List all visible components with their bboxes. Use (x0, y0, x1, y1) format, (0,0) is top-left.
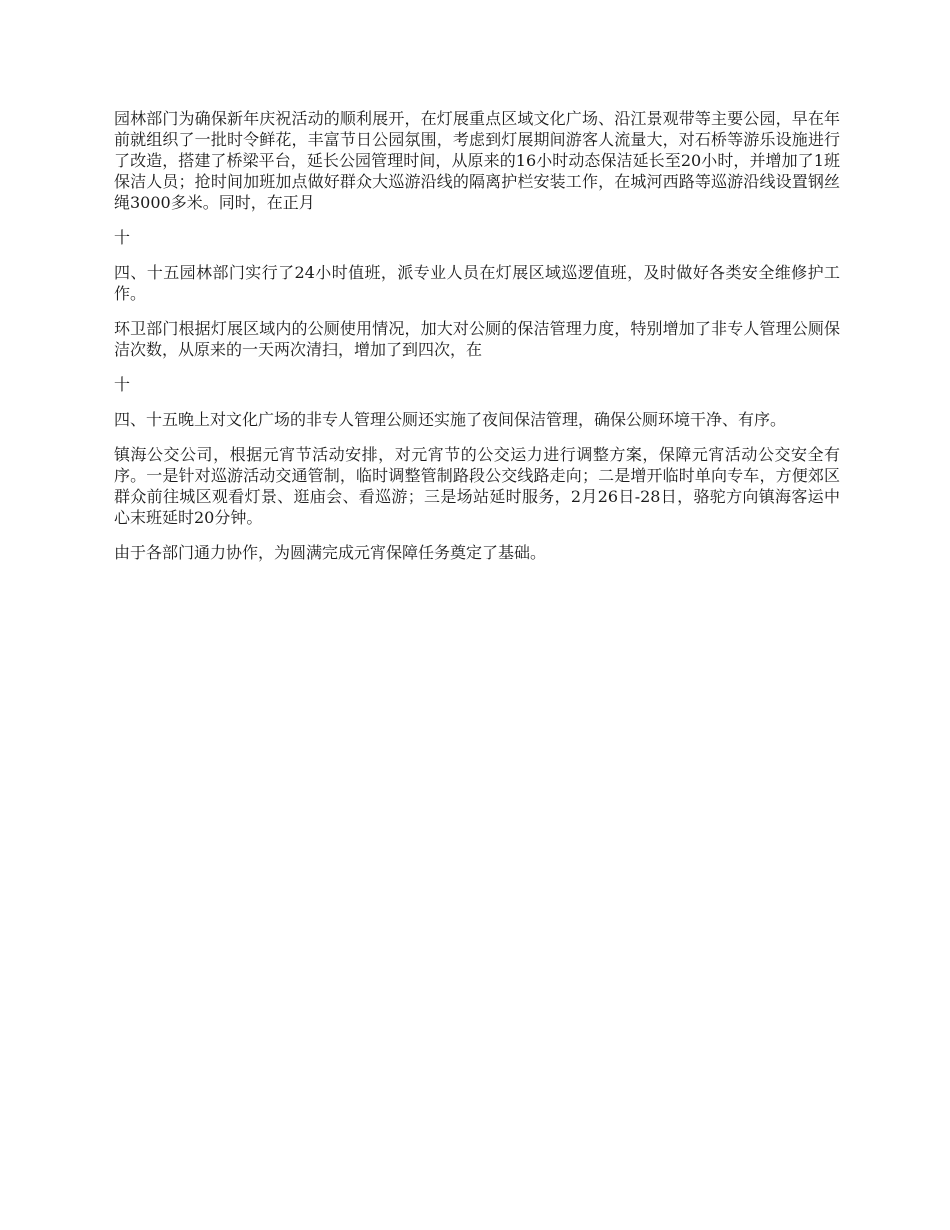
paragraph-fragment-shi-2: 十 (114, 375, 131, 394)
paragraph-bus-company: 镇海公交公司，根据元宵节活动安排，对元宵节的公交运力进行调整方案，保障元宵活动公交安全有序。一是针对巡游活动交通管制，临时调整管制路段公交线路走向；二是增开临时单向专车，方便郊区群众前往城区观看灯景、逛庙会、看巡游；三是场站延时服务，2月26日-28日，骆驼方向镇海客运中心末班延时20分钟。 (114, 445, 840, 527)
paragraph-sanitation-night: 四、十五晚上对文化广场的非专人管理公厕还实施了夜间保洁管理，确保公厕环境干净、有序。 (114, 410, 787, 429)
paragraph-parks-department: 园林部门为确保新年庆祝活动的顺利展开，在灯展重点区域文化广场、沿江景观带等主要公园，早在年前就组织了一批时令鲜花，丰富节日公园氛围，考虑到灯展期间游客人流量大，对石桥等游乐设施进行了改造，搭建了桥梁平台，延长公园管理时间，从原来的16小时动态保洁延长至20小时，并增加了1班保洁人员；抢时间加班加点做好群众大巡游沿线的隔离护栏安装工作，在城河西路等巡游沿线设置钢丝绳3000多米。同时，在正月 (114, 109, 840, 212)
paragraph-conclusion: 由于各部门通力协作，为圆满完成元宵保障任务奠定了基础。 (114, 543, 547, 562)
document-body (114, 108, 840, 577)
paragraph-sanitation-department: 环卫部门根据灯展区域内的公厕使用情况，加大对公厕的保洁管理力度，特别增加了非专人管理公厕保洁次数，从原来的一天两次清扫，增加了到四次，在 (114, 319, 840, 359)
paragraph-fragment-shi-1: 十 (114, 228, 131, 247)
paragraph-parks-duty: 四、十五园林部门实行了24小时值班，派专业人员在灯展区域巡逻值班，及时做好各类安全维修护工作。 (114, 263, 840, 303)
